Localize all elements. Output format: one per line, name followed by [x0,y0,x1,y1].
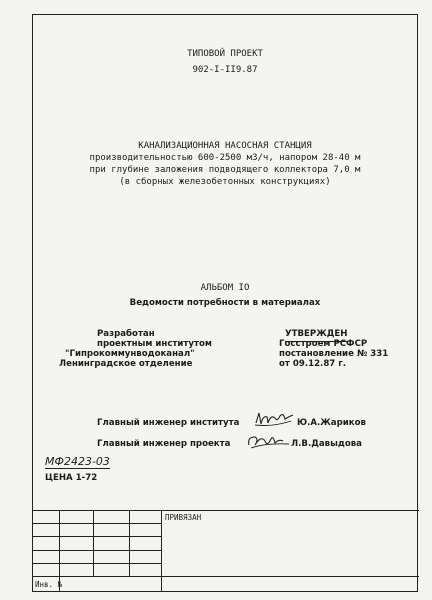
inventory-label: Инв. № [35,580,63,589]
chief-institute-name: Ю.А.Жариков [297,418,366,428]
album-subtitle: Ведомости потребности в материалах [129,298,321,308]
signature-davydova [245,429,291,453]
title-line-3: при глубине заложения подводящего коллектора 7,0 м [89,165,361,175]
attached-label: ПРИВЯЗАН [165,513,202,522]
developer-line-2: проектным институтом [97,339,212,349]
signature-zharikov [253,409,297,431]
developer-line-3: "Гипрокоммунводоканал" [65,349,195,359]
developer-line-1: Разработан [97,329,155,339]
approval-line-1: УТВЕРЖДЕН [285,329,347,342]
title-block-grid [33,510,417,591]
title-line-4: (в сборных железобетонных конструкциях) [119,177,331,187]
drawing-sheet [32,14,418,592]
approval-line-4: от 09.12.87 г. [279,359,347,369]
chief-project-role: Главный инженер проекта [97,439,231,449]
developer-line-4: Ленинградское отделение [59,359,193,369]
album-label: АЛЬБОМ IO [200,283,250,293]
title-line-2: производительностью 600-2500 м3/ч, напором 28-40 м [89,153,361,163]
project-number: 902-I-II9.87 [192,65,258,75]
title-line-1: КАНАЛИЗАЦИОННАЯ НАСОСНАЯ СТАНЦИЯ [138,141,312,151]
approval-line-2: Госстроем РСФСР [279,339,368,349]
project-type: ТИПОВОЙ ПРОЕКТ [187,49,263,59]
chief-institute-role: Главный инженер института [97,418,240,428]
approval-line-3: постановление № 331 [279,349,389,359]
stamp-code: МФ2423-03 [45,455,110,468]
stamp-price: ЦЕНА 1-72 [45,473,98,483]
chief-project-name: Л.В.Давыдова [291,439,362,449]
